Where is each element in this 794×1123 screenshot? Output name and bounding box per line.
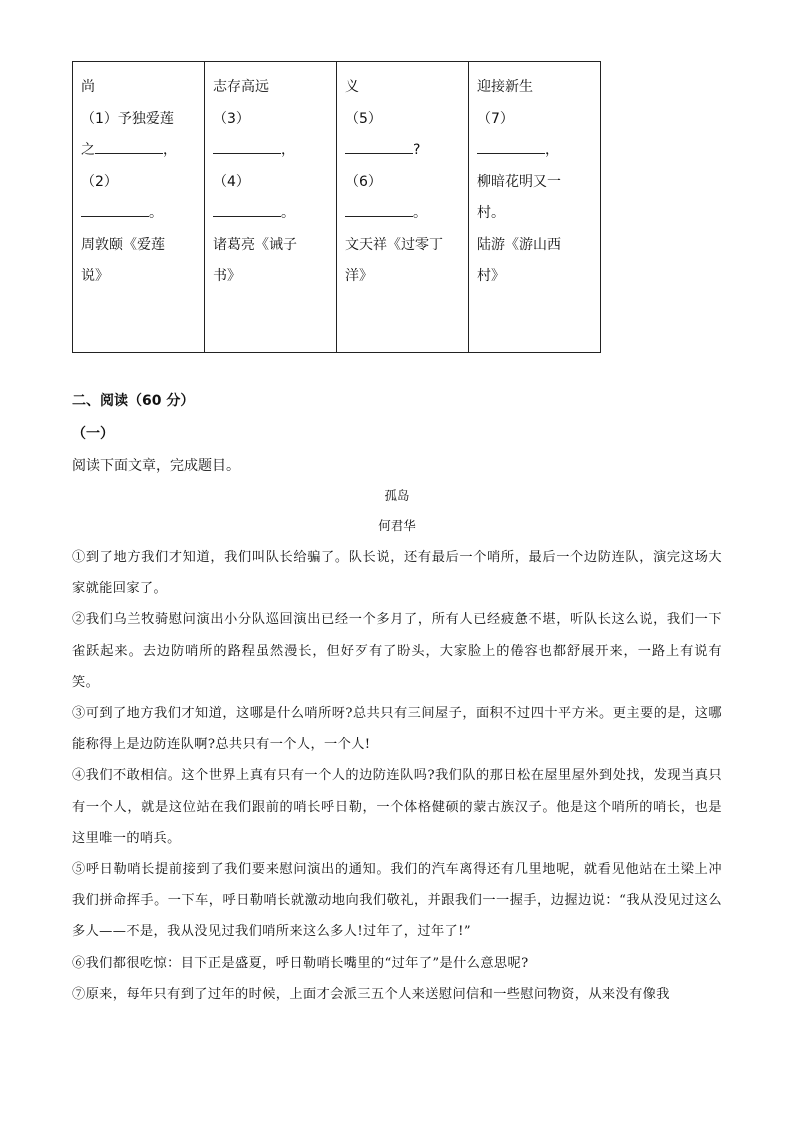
subsection-title: （一）	[72, 426, 114, 442]
paragraph: ⑤呼日勒哨长提前接到了我们要来慰问演出的通知。我们的汽车离得还有几里地呢，就看见他站在土梁上冲我们拼命挥手。一下车，呼日勒哨长就激动地向我们敬礼，并跟我们一一握手，边握边说：“我从没见过这么多人——不是，我从没见过我们哨所来这么多人!过年了，过年了!”	[72, 862, 722, 940]
cell-line: 文天祥《过零丁	[345, 236, 443, 253]
cell-text: 之	[81, 142, 95, 158]
cell-punct: ，	[163, 142, 177, 158]
table-cell-col4	[469, 62, 601, 353]
poetry-fill-table	[72, 61, 601, 353]
cell-line: 诸葛亮《诫子	[213, 236, 297, 253]
paragraph: ②我们乌兰牧骑慰问演出小分队巡回演出已经一个多月了，所有人已经疲惫不堪，听队长这么说，我们一下雀跃起来。去边防哨所的路程虽然漫长，但好歹有了盼头，大家脸上的倦容也都舒展开来，一路上有说有笑。	[72, 612, 722, 690]
cell-line	[213, 135, 328, 167]
answer-blank[interactable]	[213, 139, 281, 154]
cell-line: （4）	[213, 173, 250, 190]
cell-punct: ，	[545, 142, 559, 158]
cell-line: 村。	[477, 205, 505, 221]
cell-header: 迎接新生	[477, 79, 533, 95]
paragraph: ④我们不敢相信。这个世界上真有只有一个人的边防连队吗?我们队的那日松在屋里屋外到处找，发现当真只有一个人，就是这位站在我们跟前的哨长呼日勒，一个体格健硕的蒙古族汉子。他是这个哨所的哨长，也是这里唯一的哨兵。	[72, 768, 722, 846]
article-author: 何君华	[378, 518, 416, 533]
cell-line: 洋》	[345, 268, 373, 284]
table-cell-col2	[205, 62, 337, 353]
cell-line: 周敦颐《爱莲	[81, 236, 165, 253]
cell-line: （5）	[345, 110, 382, 127]
cell-line: （6）	[345, 173, 382, 190]
cell-line: 说》	[81, 268, 109, 284]
cell-line	[477, 135, 592, 167]
cell-line: 陆游《游山西	[477, 236, 561, 253]
cell-line	[345, 198, 460, 230]
paragraph: ①到了地方我们才知道，我们叫队长给骗了。队长说，还有最后一个哨所，最后一个边防连队，演完这场大家就能回家了。	[72, 550, 722, 597]
section-title: 二、阅读（60 分）	[72, 393, 195, 409]
cell-line: 书》	[213, 268, 241, 284]
article-body	[72, 542, 722, 1010]
table-row	[73, 62, 601, 353]
cell-line: （1）予独爱莲	[81, 110, 174, 127]
answer-blank[interactable]	[345, 139, 413, 154]
cell-punct: 。	[149, 205, 163, 221]
cell-line	[213, 198, 328, 230]
answer-blank[interactable]	[81, 202, 149, 217]
instruction-text: 阅读下面文章，完成题目。	[72, 458, 240, 474]
answer-blank[interactable]	[95, 139, 163, 154]
cell-line	[81, 135, 196, 167]
cell-punct: 。	[281, 205, 295, 221]
cell-punct: ，	[281, 142, 295, 158]
cell-line: 村》	[477, 268, 505, 284]
cell-line: （3）	[213, 110, 250, 127]
cell-line: 柳暗花明又一	[477, 173, 561, 190]
article-title: 孤岛	[384, 488, 410, 503]
cell-punct: ?	[413, 142, 421, 158]
answer-blank[interactable]	[213, 202, 281, 217]
table-cell-col3	[337, 62, 469, 353]
answer-blank[interactable]	[345, 202, 413, 217]
cell-line	[81, 198, 196, 230]
cell-line: （7）	[477, 110, 514, 127]
paragraph: ⑥我们都很吃惊：目下正是盛夏，呼日勒哨长嘴里的“过年了”是什么意思呢?	[72, 955, 529, 971]
answer-blank[interactable]	[477, 139, 545, 154]
paragraph: ③可到了地方我们才知道，这哪是什么哨所呀?总共只有三间屋子，面积不过四十平方米。更主要的是，这哪能称得上是边防连队啊?总共只有一个人，一个人!	[72, 706, 722, 753]
table-cell-col1	[73, 62, 205, 353]
cell-line	[345, 135, 460, 167]
cell-header: 志存高远	[213, 79, 269, 95]
cell-header: 尚	[81, 79, 95, 95]
cell-line: （2）	[81, 173, 118, 190]
cell-punct: 。	[413, 205, 427, 221]
paragraph: ⑦原来，每年只有到了过年的时候，上面才会派三五个人来送慰问信和一些慰问物资，从来没有像我	[72, 986, 670, 1002]
cell-header: 义	[345, 79, 359, 95]
